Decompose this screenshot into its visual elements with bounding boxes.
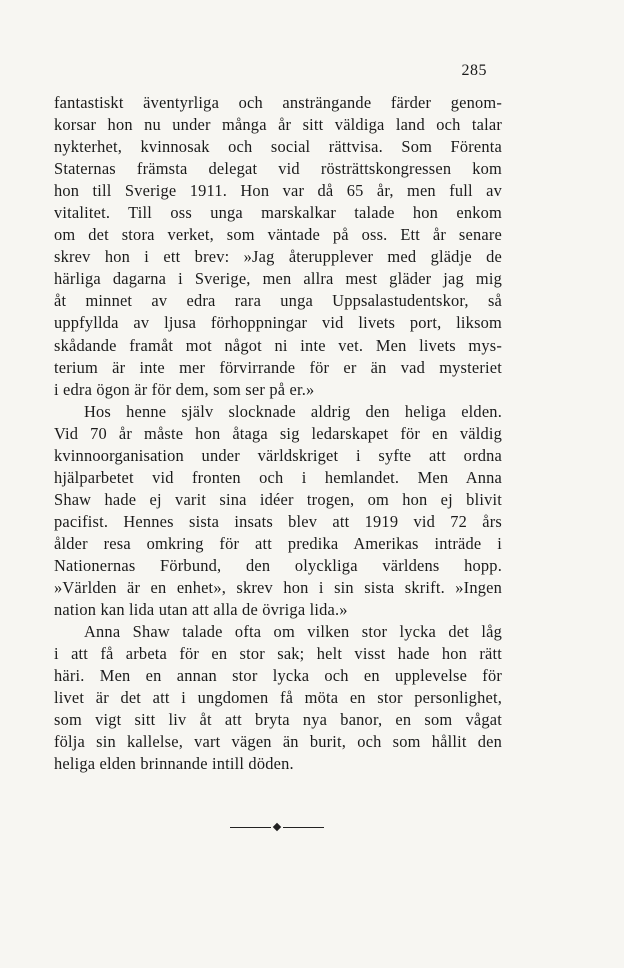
text-line: skrev hon i ett brev: »Jag återupplever med glädje de: [54, 247, 502, 267]
text-line: Anna Shaw talade ofta om vilken stor lycka det låg: [84, 622, 502, 642]
text-line: som vigt sitt liv åt att bryta nya banor, en som vågat: [54, 710, 502, 730]
text-line: vitalitet. Till oss unga marskalkar talade hon enkom: [54, 203, 502, 223]
text-line: hon till Sverige 1911. Hon var då 65 år, men full av: [54, 181, 502, 201]
ornament-rule-right: [283, 827, 324, 828]
text-line: ålder resa omkring för att predika Amerikas inträde i: [54, 533, 502, 553]
text-line: heliga elden brinnande intill döden.: [54, 754, 294, 774]
text-line: härliga dagarna i Sverige, men allra mest gläder jag mig: [54, 269, 502, 289]
text-line: fantastiskt äventyrliga och ansträngande färder genom-: [54, 93, 502, 112]
body-text: [54, 92, 502, 775]
section-end-ornament: [230, 820, 324, 834]
page-number: 285: [461, 62, 487, 79]
text-line: skådande framåt mot något ni inte vet. Men livets mys-: [54, 335, 502, 355]
text-line: korsar hon nu under många år sitt väldiga land och talar: [54, 115, 502, 135]
text-line: »Världen är en enhet», skrev hon i sin sista skrift. »Ingen: [54, 578, 502, 598]
ornament-rule-left: [230, 827, 271, 828]
text-line: nykterhet, kvinnosak och social rättvisa. Som Förenta: [54, 137, 502, 157]
text-line: livet är det att i ungdomen få möta en stor personlighet,: [54, 688, 502, 708]
text-line: nation kan lida utan att alla de övriga lida.»: [54, 600, 348, 620]
text-line: i att få arbeta för en stor sak; helt visst hade hon rätt: [54, 644, 502, 664]
text-line: följa sin kallelse, vart vägen än burit, och som hållit den: [54, 732, 502, 752]
text-line: åt minnet av edra rara unga Uppsalastudentskor, så: [54, 291, 502, 311]
text-line: uppfyllda av ljusa förhoppningar vid livets port, liksom: [54, 313, 502, 333]
text-line: Hos henne själv slocknade aldrig den heliga elden.: [84, 401, 502, 421]
text-line: Staternas främsta delegat vid rösträttskongressen kom: [54, 159, 502, 179]
text-line: kvinnoorganisation under världskriget i syfte att ordna: [54, 445, 502, 465]
diamond-icon: [273, 823, 281, 831]
text-line: om det stora verket, som väntade på oss. Ett år senare: [54, 225, 502, 245]
text-line: Vid 70 år måste hon åtaga sig ledarskapet för en väldig: [54, 423, 502, 443]
text-line: hjälparbetet vid fronten och i hemlandet. Men Anna: [54, 467, 502, 487]
text-line: Nationernas Förbund, den olyckliga världens hopp.: [54, 555, 502, 575]
text-line: häri. Men en annan stor lycka och en upplevelse för: [54, 666, 502, 686]
text-line: terium är inte mer förvirrande för er än vad mysteriet: [54, 357, 502, 377]
text-line: pacifist. Hennes sista insats blev att 1919 vid 72 års: [54, 511, 502, 531]
text-line: Shaw hade ej varit sina idéer trogen, om hon ej blivit: [54, 489, 502, 509]
text-line: i edra ögon är för dem, som ser på er.»: [54, 379, 315, 399]
